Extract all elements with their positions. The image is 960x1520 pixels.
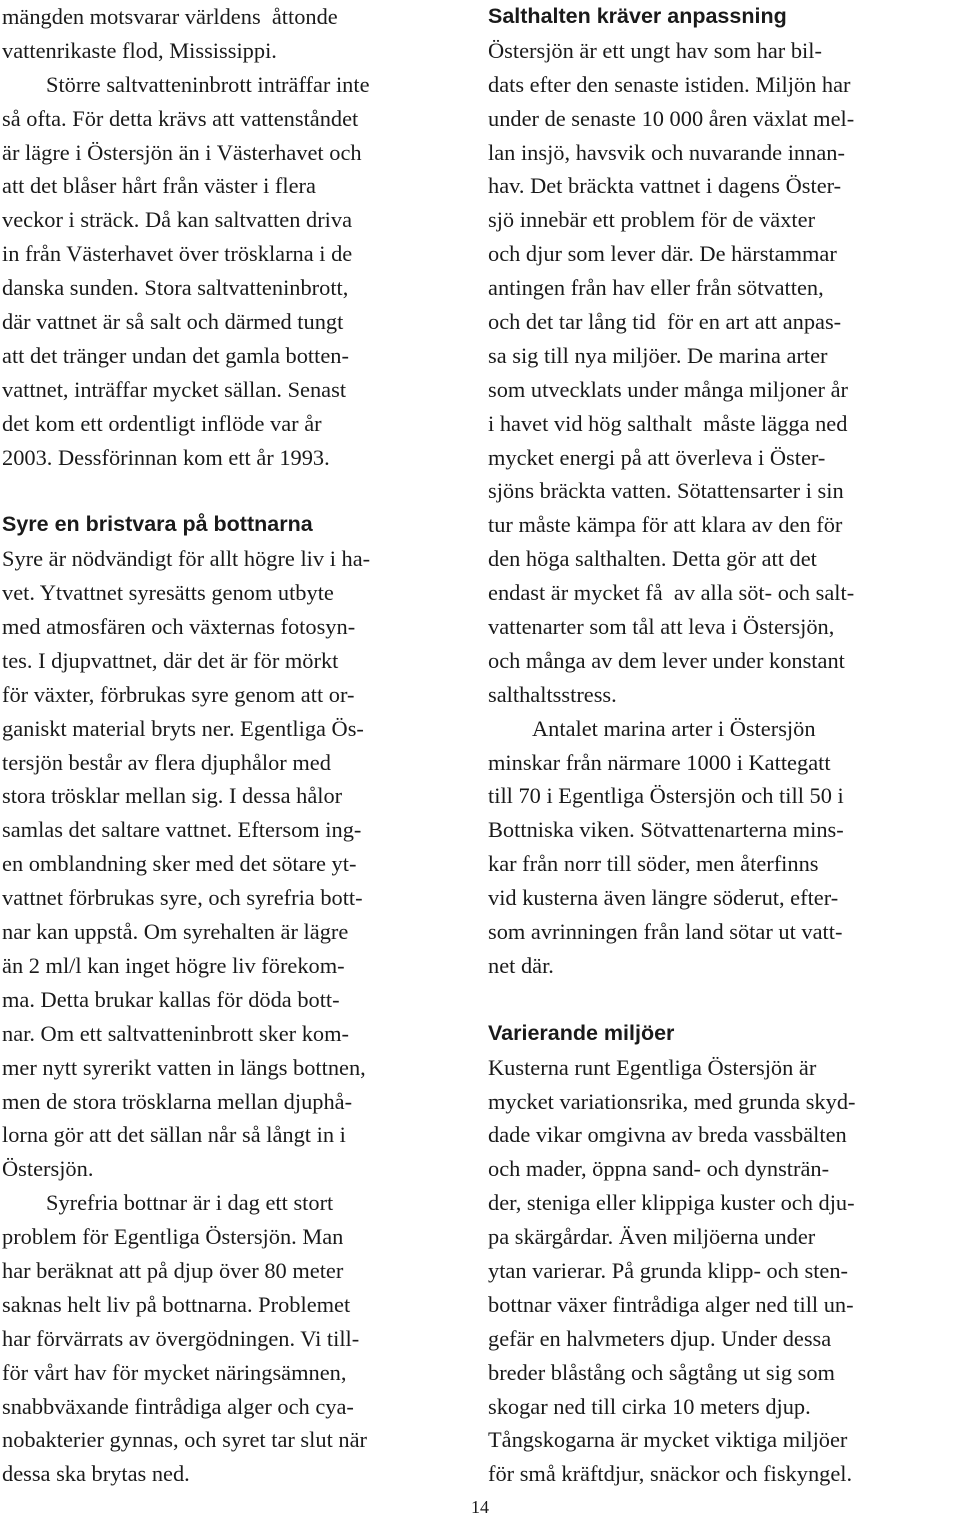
text-line: stora trösklar mellan sig. I dessa hålor [2, 783, 343, 809]
text-line: har beräknat att på djup över 80 meter [2, 1257, 344, 1283]
spacer [488, 983, 958, 1017]
text-line: dessa ska brytas ned. [2, 1461, 190, 1487]
text-line: breder blåstång och sågtång ut sig som [488, 1359, 835, 1385]
text-line: under de senaste 10 000 åren växlat mel- [488, 105, 855, 131]
left-column [2, 0, 480, 1491]
paragraph [2, 1186, 480, 1491]
right-column [488, 0, 958, 1491]
intro-paragraph [2, 0, 480, 474]
text-line: ytan varierar. På grunda klipp- och sten- [488, 1257, 848, 1283]
text-line: Kusterna runt Egentliga Östersjön är [488, 1054, 817, 1080]
text-line: saknas helt liv på bottnarna. Problemet [2, 1291, 351, 1317]
text-line: nar kan uppstå. Om syrehalten är lägre [2, 919, 349, 945]
text-line: danska sunden. Stora saltvatteninbrott, [2, 275, 349, 301]
text-line: och det tar lång tid för en art att anpas- [488, 309, 842, 335]
text-line: Tångskogarna är mycket viktiga miljöer [488, 1427, 848, 1453]
text-line: och djur som lever där. De härstammar [488, 241, 837, 267]
text-line: ma. Detta brukar kallas för döda bott- [2, 986, 340, 1012]
section-heading: Syre en bristvara på bottnarna [2, 512, 313, 537]
text-line: för vårt hav för mycket näringsämnen, [2, 1359, 347, 1385]
text-line: har förvärrats av övergödningen. Vi till- [2, 1325, 360, 1351]
text-line: vet. Ytvattnet syresätts genom utbyte [2, 580, 334, 606]
text-line: ganiskt material bryts ner. Egentliga Ös- [2, 715, 364, 741]
text-line: med atmosfären och växternas fotosyn- [2, 614, 356, 640]
text-line: för små kräftdjur, snäckor och fiskyngel. [488, 1461, 853, 1487]
text-line: gefär en halvmeters djup. Under dessa [488, 1325, 832, 1351]
text-line: samlas det saltare vattnet. Eftersom ing- [2, 817, 362, 843]
text-line: för växter, förbrukas syre genom att or- [2, 681, 355, 707]
text-line: dats efter den senaste istiden. Miljön har [488, 71, 851, 97]
text-line: mer nytt syrerikt vatten in längs bottnen, [2, 1054, 366, 1080]
text-line: veckor i sträck. Då kan saltvatten driva [2, 207, 353, 233]
text-line: lorna gör att det sällan når så långt in i [2, 1122, 346, 1148]
text-line: mycket energi på att överleva i Öster- [488, 444, 826, 470]
text-line: hav. Det bräckta vattnet i dagens Öster- [488, 173, 842, 199]
section-heading: Varierande miljöer [488, 1020, 675, 1045]
section-paragraph [2, 542, 480, 1186]
text-line: den höga salthalten. Detta gör att det [488, 546, 817, 572]
text-line: som avrinningen från land sötar ut vatt- [488, 919, 843, 945]
section-paragraph [488, 34, 958, 712]
text-line: är lägre i Östersjön än i Västerhavet och [2, 139, 362, 165]
section-paragraph [488, 1051, 958, 1492]
text-line: Östersjön är ett ungt hav som har bil- [488, 37, 822, 63]
text-line: bottnar växer fintrådiga alger ned till un- [488, 1291, 854, 1317]
text-line: skogar ned till cirka 10 meters djup. [488, 1393, 811, 1419]
text-line: snabbväxande fintrådiga alger och cya- [2, 1393, 354, 1419]
text-line: Större saltvatteninbrott inträffar inte [46, 71, 370, 97]
text-line: tur måste kämpa för att klara av den för [488, 512, 843, 538]
text-line: vattenrikaste flod, Mississippi. [2, 37, 277, 63]
text-line: nar. Om ett saltvatteninbrott sker kom- [2, 1020, 349, 1046]
paragraph [488, 712, 958, 983]
text-line: vattnet förbrukas syre, och syrefria bott- [2, 885, 363, 911]
text-line: Syre är nödvändigt för allt högre liv i ha- [2, 546, 371, 572]
text-line: mycket variationsrika, med grunda skyd- [488, 1088, 856, 1114]
text-line: sjö innebär ett problem för de växter [488, 207, 816, 233]
text-line: der, steniga eller klippiga kuster och dju- [488, 1190, 855, 1216]
text-line: endast är mycket få av alla söt- och salt- [488, 580, 855, 606]
text-line: att det tränger undan det gamla botten- [2, 342, 349, 368]
text-line: Bottniska viken. Sötvattenarterna mins- [488, 817, 844, 843]
text-line: kar från norr till söder, men återfinns [488, 851, 819, 877]
text-line: men de stora trösklarna mellan djuphå- [2, 1088, 353, 1114]
text-line: vid kusterna även längre söderut, efter- [488, 885, 839, 911]
text-line: mängden motsvarar världens åttonde [2, 4, 338, 29]
text-line: och mader, öppna sand- och dynsträn- [488, 1156, 830, 1182]
text-line: vattnet, inträffar mycket sällan. Senast [2, 376, 347, 402]
spacer [2, 474, 480, 508]
text-line: nobakterier gynnas, och syret tar slut när [2, 1427, 367, 1453]
text-line: lan insjö, havsvik och nuvarande innan- [488, 139, 845, 165]
text-line: Östersjön. [2, 1156, 94, 1182]
text-line: 2003. Dessförinnan kom ett år 1993. [2, 444, 330, 470]
text-line: sjöns bräckta vatten. Sötattensarter i sin [488, 478, 844, 504]
text-line: i havet vid hög salthalt måste lägga ned [488, 410, 848, 436]
text-line: att det blåser hårt från väster i flera [2, 173, 316, 199]
text-line: net där. [488, 952, 554, 978]
text-line: in från Västerhavet över trösklarna i de [2, 241, 353, 267]
text-line: pa skärgårdar. Även miljöerna under [488, 1224, 816, 1250]
text-line: som utvecklats under många miljoner år [488, 376, 849, 402]
text-line: dade vikar omgivna av breda vassbälten [488, 1122, 847, 1148]
text-line: tersjön består av flera djuphålor med [2, 749, 331, 775]
text-line: och många av dem lever under konstant [488, 647, 845, 673]
text-line: minskar från närmare 1000 i Kattegatt [488, 749, 831, 775]
text-line: vattenarter som tål att leva i Östersjön, [488, 614, 835, 640]
text-line: så ofta. För detta krävs att vattenståndet [2, 105, 359, 131]
page-number: 14 [471, 1497, 489, 1517]
text-line: salthaltsstress. [488, 681, 617, 707]
text-line: till 70 i Egentliga Östersjön och till 50 i [488, 783, 844, 809]
text-line: tes. I djupvattnet, där det är för mörkt [2, 647, 339, 673]
text-line: antingen från hav eller från sötvatten, [488, 275, 824, 301]
text-line: sa sig till nya miljöer. De marina arter [488, 342, 828, 368]
text-line: en omblandning sker med det sötare yt- [2, 851, 357, 877]
text-line: det kom ett ordentligt inflöde var år [2, 410, 322, 436]
text-line: Syrefria bottnar är i dag ett stort [46, 1190, 334, 1216]
section-heading: Salthalten kräver anpassning [488, 4, 787, 28]
text-line: Antalet marina arter i Östersjön [532, 715, 816, 741]
text-line: problem för Egentliga Östersjön. Man [2, 1224, 344, 1250]
text-line: än 2 ml/l kan inget högre liv förekom- [2, 952, 345, 978]
text-line: där vattnet är så salt och därmed tungt [2, 309, 344, 335]
